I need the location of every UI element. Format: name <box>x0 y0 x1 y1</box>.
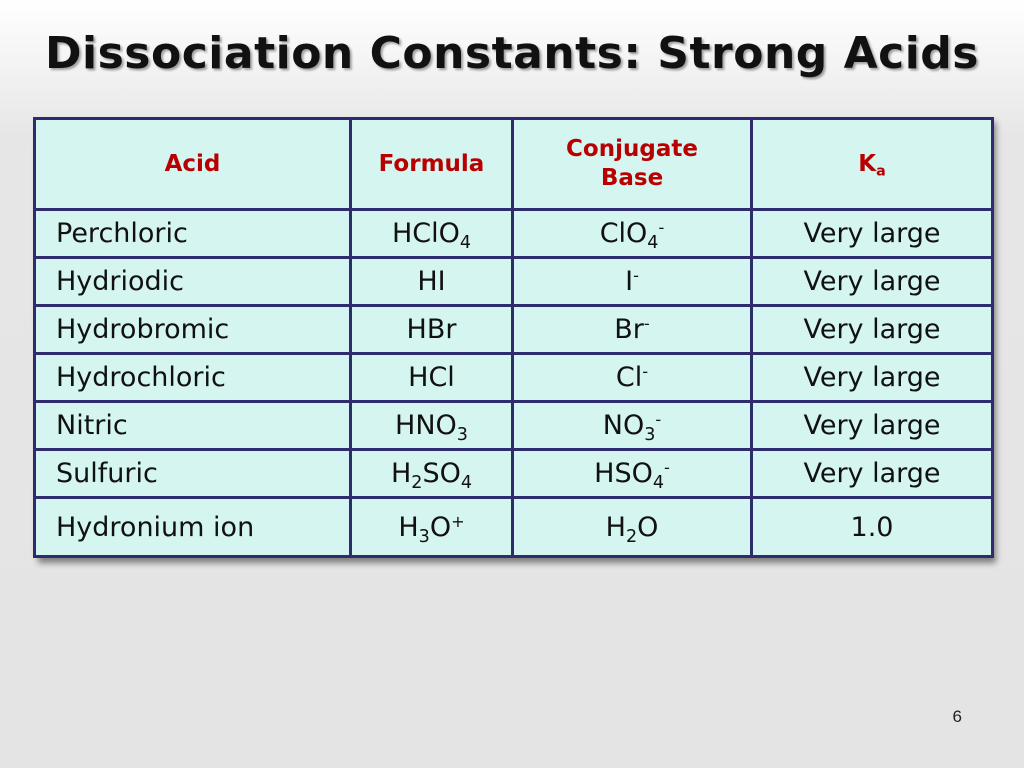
ka-cell: 1.0 <box>752 498 993 557</box>
header-acid: Acid <box>35 119 351 210</box>
acid-name-cell: Nitric <box>35 402 351 450</box>
formula-text: HBr <box>406 314 457 345</box>
header-ka-subscript: a <box>876 162 886 179</box>
superscript: - <box>642 362 649 382</box>
ka-cell: Very large <box>752 258 993 306</box>
table-row <box>35 498 993 557</box>
header-conjugate-base-line2: Base <box>600 165 664 191</box>
ka-cell: Very large <box>752 402 993 450</box>
conjugate-base-cell <box>513 402 752 450</box>
formula-cell <box>351 498 513 557</box>
formula-text: O <box>637 511 659 543</box>
ka-cell: Very large <box>752 354 993 402</box>
ka-cell: Very large <box>752 450 993 498</box>
formula-text: Br <box>614 314 644 345</box>
conjugate-base-cell <box>513 498 752 557</box>
header-ka <box>752 119 993 210</box>
header-ka-main: K <box>858 150 877 177</box>
superscript: - <box>664 458 670 478</box>
subscript: 2 <box>625 526 638 547</box>
superscript: - <box>658 218 665 238</box>
table-row <box>35 450 993 498</box>
formula-text: H <box>390 458 412 489</box>
formula-text: HClO <box>391 218 460 249</box>
acid-name-cell: Hydriodic <box>35 258 351 306</box>
acid-name-cell: Hydrochloric <box>35 354 351 402</box>
table-row <box>35 210 993 258</box>
superscript: - <box>643 314 650 334</box>
formula-text: I <box>625 266 634 297</box>
formula-text: H <box>398 511 419 543</box>
formula-cell <box>351 450 513 498</box>
formula-cell <box>351 354 513 402</box>
formula-text: HSO <box>594 458 653 489</box>
formula-text: Cl <box>615 362 643 393</box>
conjugate-base-cell <box>513 450 752 498</box>
table-row <box>35 402 993 450</box>
superscript: + <box>451 511 465 531</box>
subscript: 3 <box>418 526 430 547</box>
ka-cell: Very large <box>752 306 993 354</box>
formula-cell <box>351 306 513 354</box>
subscript: 4 <box>460 473 472 494</box>
table-row <box>35 258 993 306</box>
superscript: - <box>633 266 639 286</box>
acid-table <box>33 117 994 558</box>
subscript: 2 <box>411 473 423 494</box>
conjugate-base-cell <box>513 354 752 402</box>
formula-cell <box>351 258 513 306</box>
subscript: 3 <box>456 425 468 446</box>
subscript: 4 <box>652 473 664 494</box>
conjugate-base-cell <box>513 210 752 258</box>
header-conjugate-base-line1: Conjugate <box>566 136 698 163</box>
table-row <box>35 354 993 402</box>
table-header-row <box>35 119 993 210</box>
header-formula: Formula <box>351 119 513 210</box>
acid-table-container <box>33 117 991 558</box>
acid-name-cell: Sulfuric <box>35 450 351 498</box>
acid-name-cell: Hydronium ion <box>35 498 351 557</box>
formula-text: HI <box>417 266 446 297</box>
ka-cell: Very large <box>752 210 993 258</box>
header-conjugate-base <box>513 119 752 210</box>
formula-cell <box>351 210 513 258</box>
subscript: 3 <box>644 425 656 446</box>
subscript: 4 <box>647 233 659 254</box>
page-number: 6 <box>952 707 962 726</box>
acid-name-cell: Hydrobromic <box>35 306 351 354</box>
formula-text: HNO <box>395 410 457 441</box>
subscript: 4 <box>459 233 472 254</box>
formula-text: H <box>605 511 626 543</box>
formula-text: HCl <box>408 362 455 393</box>
superscript: - <box>655 410 662 430</box>
formula-cell <box>351 402 513 450</box>
conjugate-base-cell <box>513 306 752 354</box>
formula-text: ClO <box>599 218 648 249</box>
formula-text: O <box>429 511 452 543</box>
acid-name-cell: Perchloric <box>35 210 351 258</box>
conjugate-base-cell <box>513 258 752 306</box>
formula-text: SO <box>422 458 461 489</box>
table-row <box>35 306 993 354</box>
slide-title: Dissociation Constants: Strong Acids <box>45 28 979 79</box>
formula-text: NO <box>602 410 645 441</box>
table-body <box>35 210 993 557</box>
